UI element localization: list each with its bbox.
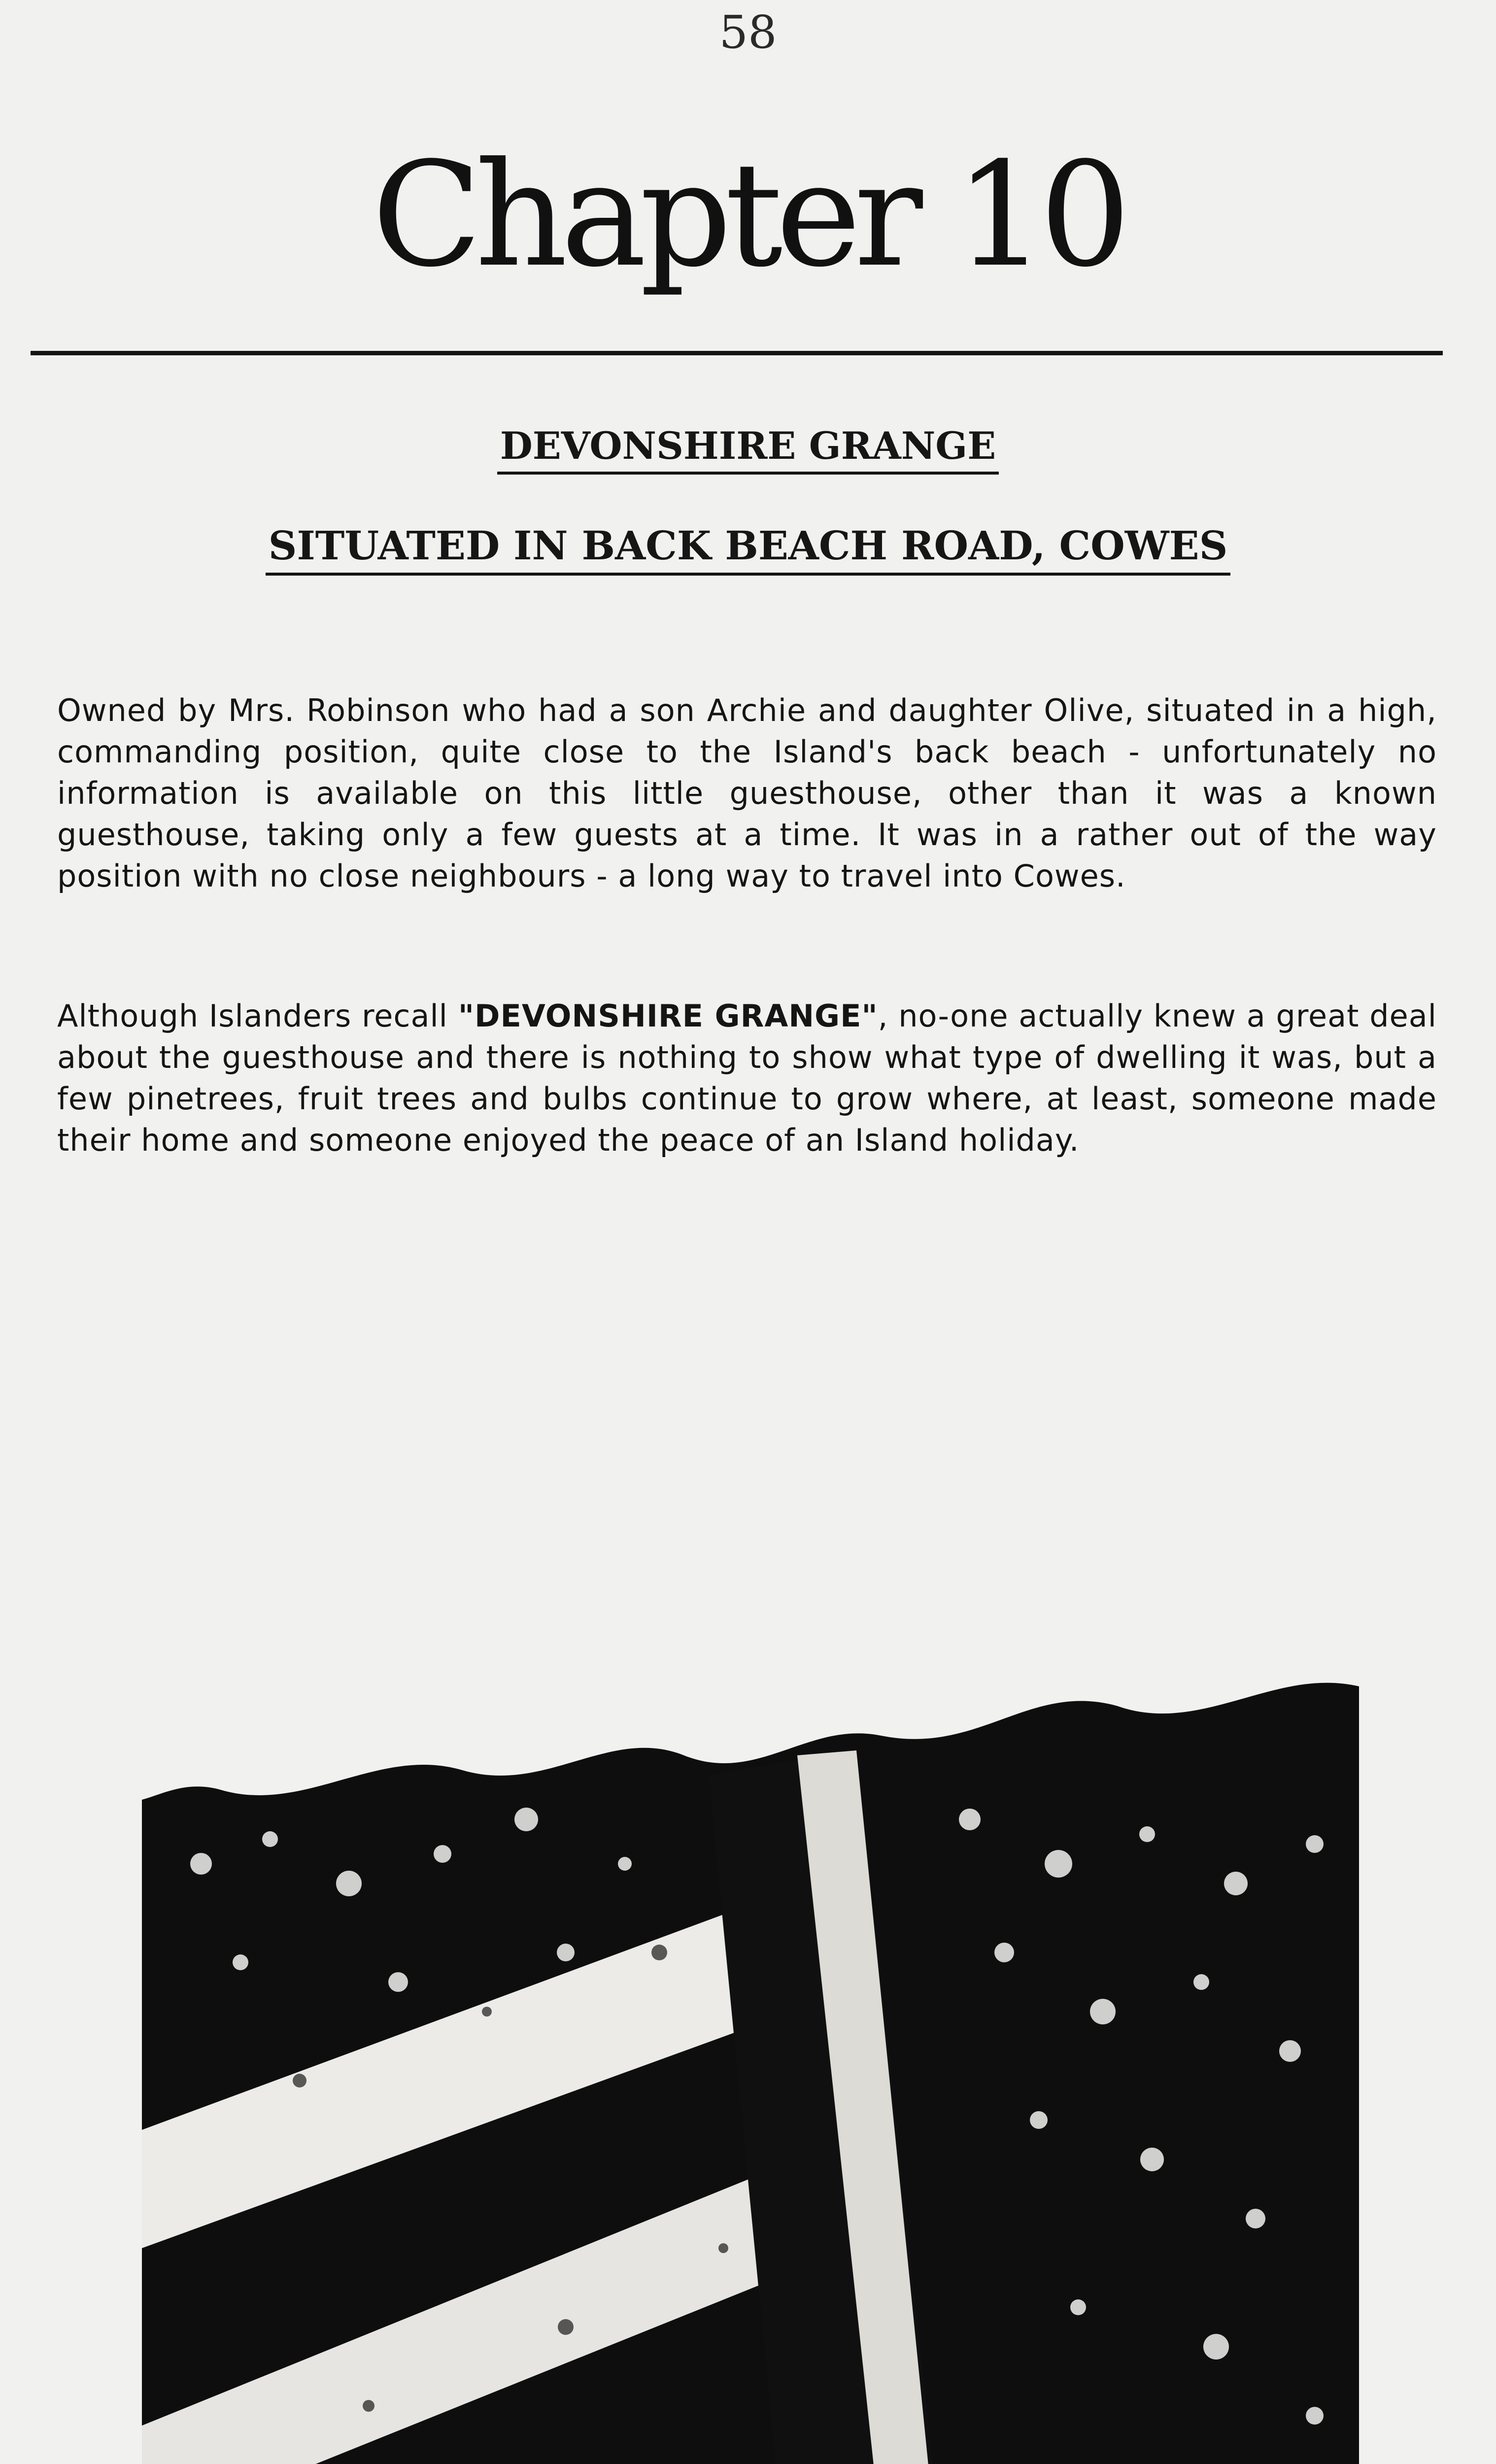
section-subheading: [0, 522, 1496, 576]
chapter-divider: [31, 351, 1443, 355]
section-subheading-text: SITUATED IN BACK BEACH ROAD, COWES: [266, 522, 1231, 576]
paragraph-2-before: Although Islanders recall: [57, 998, 458, 1034]
body-paragraph-1: Owned by Mrs. Robinson who had a son Archie and daughter Olive, situated in a high, commanding position, quite close to the Island's back beach - unfortunately no information is available on this little guesthouse, other than it was a known guesthouse, taking only a few guests at a time. It was in a rather out of the way position with no close neighbours - a long way to travel into Cowes.: [57, 692, 1437, 894]
fence-photo: [142, 1608, 1359, 2464]
chapter-title: Chapter 10: [372, 131, 1124, 299]
fence-photo-graphic: [142, 1608, 1359, 2464]
paragraph-2-emphasis: "DEVONSHIRE GRANGE": [458, 998, 878, 1034]
section-heading-text: DEVONSHIRE GRANGE: [497, 424, 999, 475]
body-paragraph-2: [57, 995, 1437, 1161]
section-heading: [0, 424, 1496, 475]
page-number: 58: [719, 6, 777, 59]
paragraph-2-after: , no-one actually knew a great deal about the guesthouse and there is nothing to show what type of dwelling it was, but a few pinetrees, fruit trees and bulbs continue to grow where, at least, someone made their home and someone enjoyed the peace of an Island holiday.: [57, 998, 1437, 1158]
